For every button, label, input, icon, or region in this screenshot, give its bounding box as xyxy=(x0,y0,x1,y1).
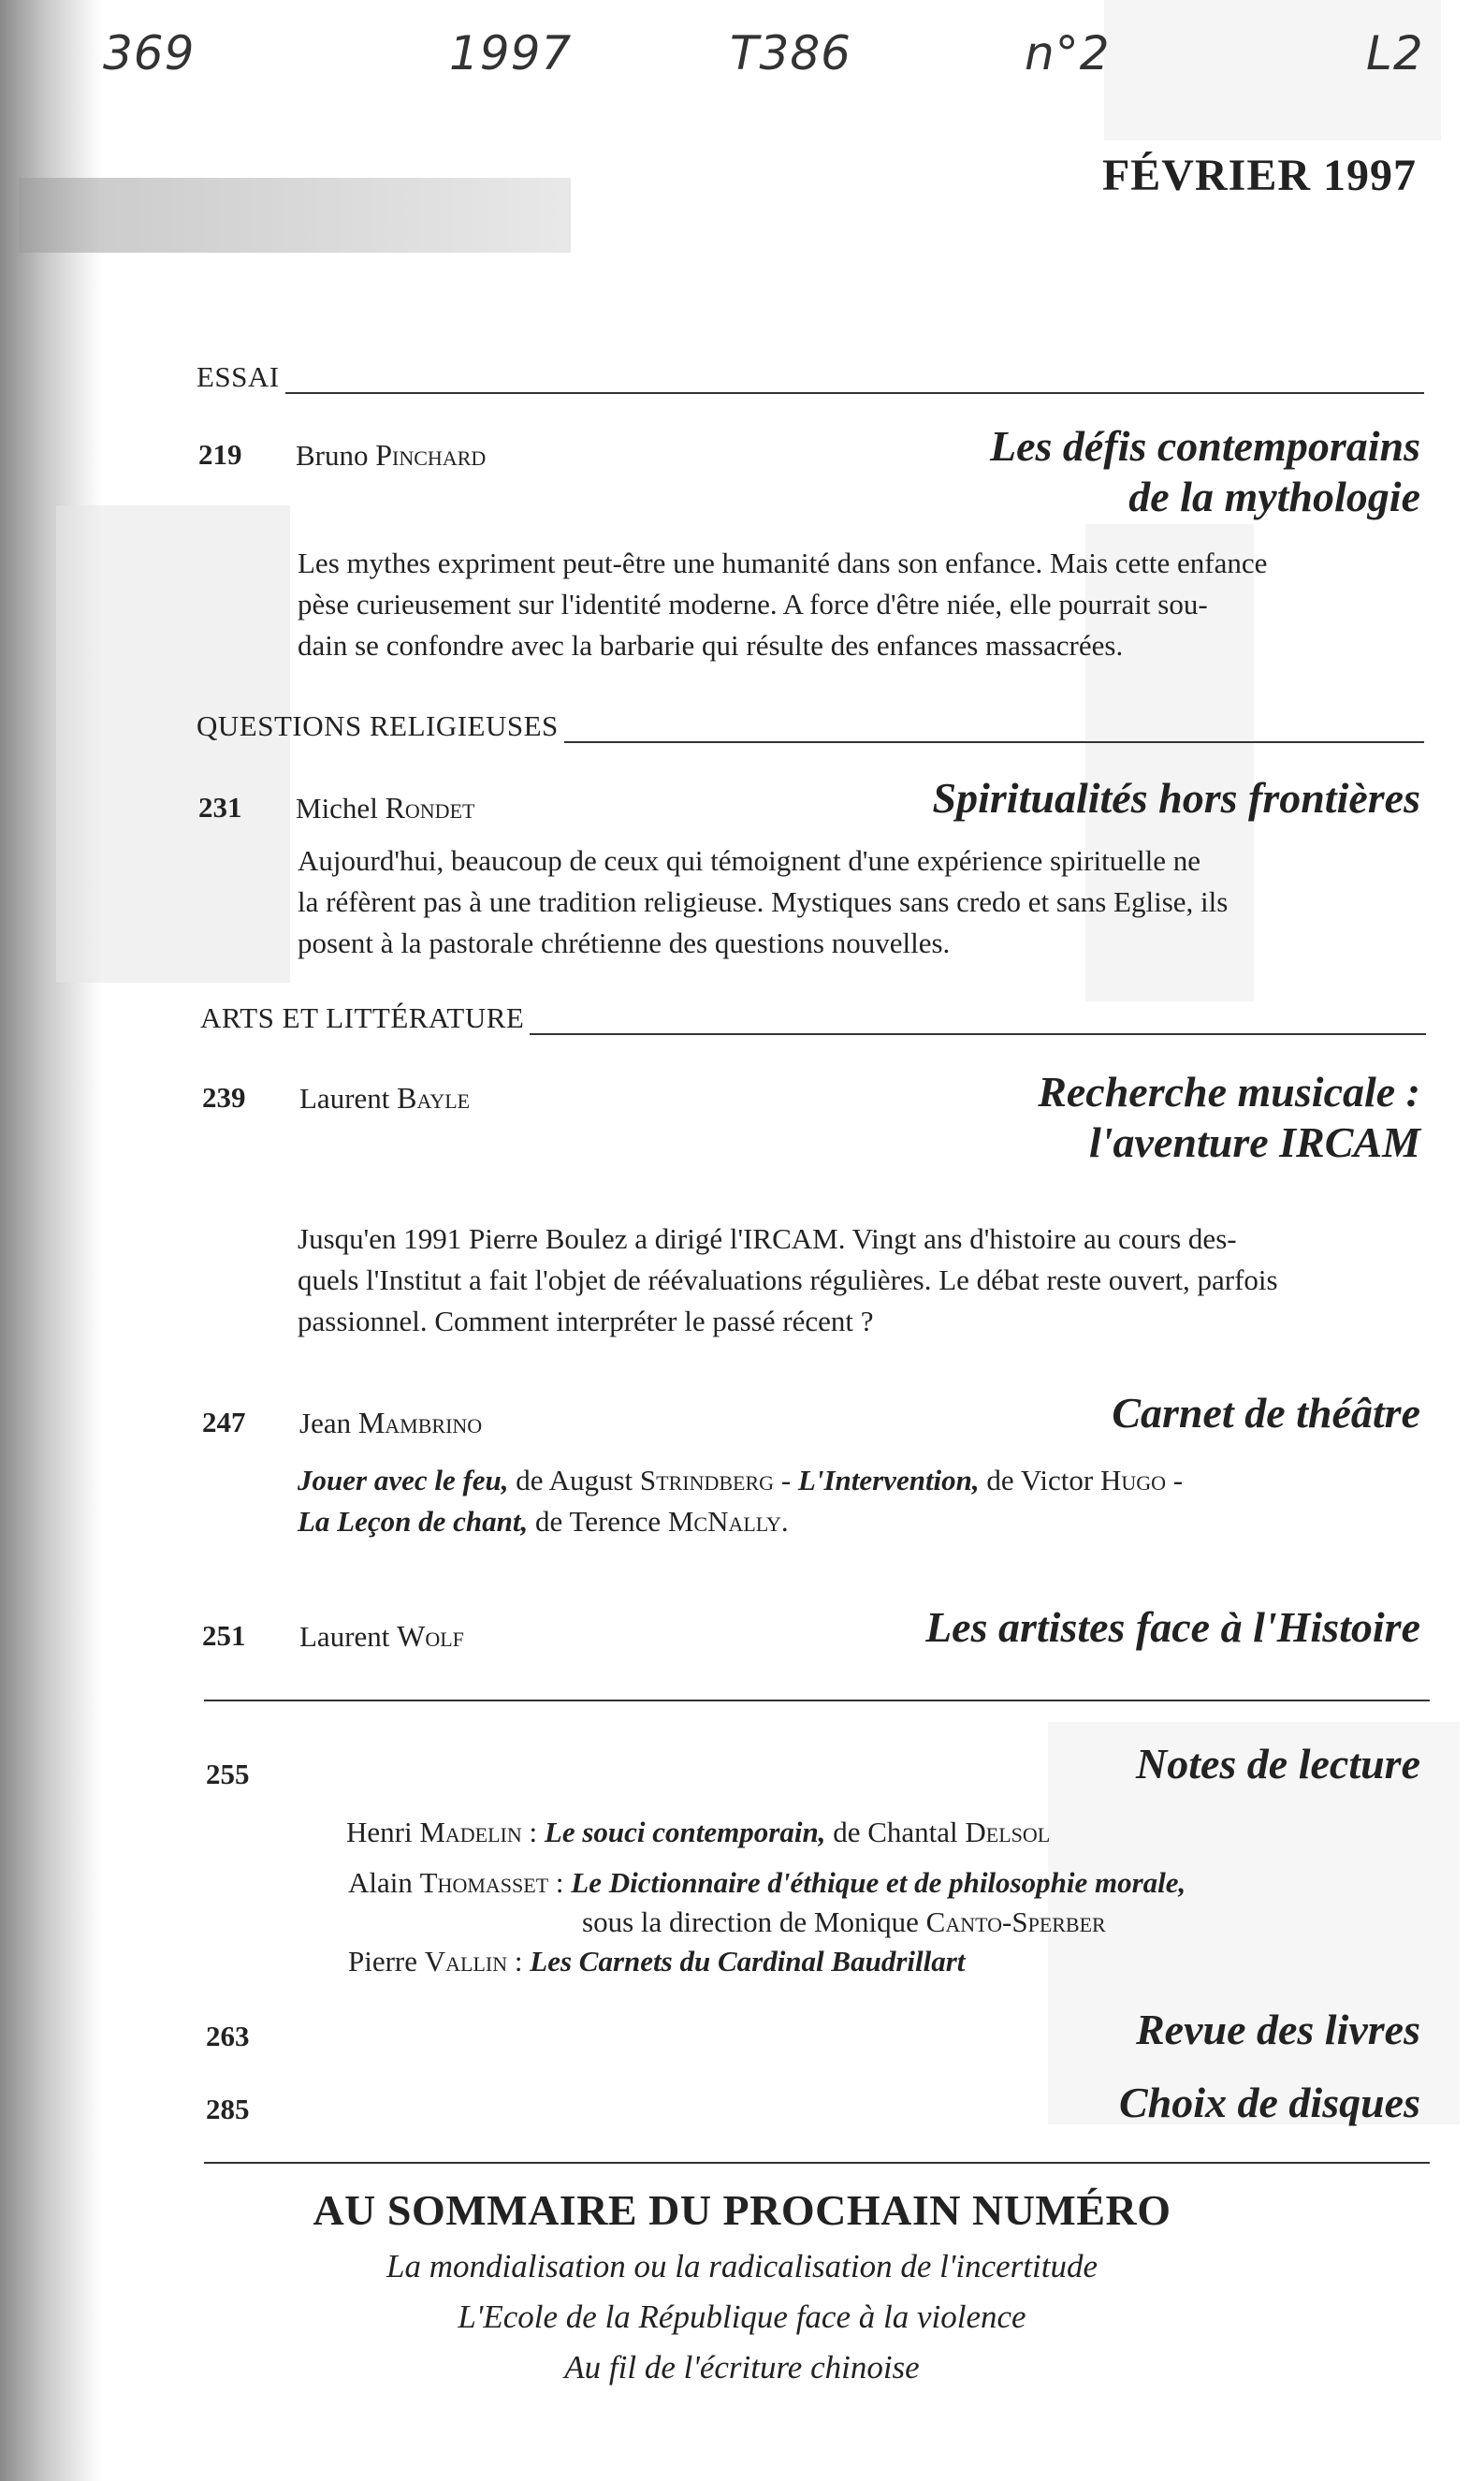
play-author: Hugo xyxy=(1099,1464,1167,1496)
next-issue-item: L'Ecole de la République face à la violence xyxy=(458,2299,1026,2335)
page-number: 239 xyxy=(202,1081,246,1114)
page-number: 219 xyxy=(198,438,242,471)
author-last: Rondet xyxy=(385,791,475,825)
bleed-through-block xyxy=(56,505,290,983)
title-line: Les artistes face à l'Histoire xyxy=(925,1603,1420,1651)
article-title[interactable] xyxy=(990,421,1420,522)
abstract-line: quels l'Institut a fait l'objet de réévaluations régulières. Le débat reste ouvert, parfois xyxy=(298,1263,1278,1296)
reading-note: Alain Thomasset : Le Dictionnaire d'éthique et de philosophie morale, xyxy=(348,1866,1186,1899)
abstract-line: posent à la pastorale chrétienne des questions nouvelles. xyxy=(298,927,951,959)
article-author xyxy=(299,1619,464,1654)
abstract-line: dain se confondre avec la barbarie qui résulte des enfances massacrées. xyxy=(298,629,1124,662)
article-title[interactable] xyxy=(1038,1067,1420,1168)
section-label: QUESTIONS RELIGIEUSES xyxy=(196,709,559,742)
title-line: Notes de lecture xyxy=(1135,1740,1420,1788)
article-author xyxy=(296,438,486,473)
divider xyxy=(204,2162,1430,2164)
page-number: 285 xyxy=(206,2093,250,2125)
author-first: Jean xyxy=(299,1407,352,1439)
article-author xyxy=(296,791,474,825)
section-arts-litterature xyxy=(200,1001,1426,1035)
play-title: Jouer avec le feu, xyxy=(298,1464,509,1496)
book-title: Le souci contemporain, xyxy=(544,1816,826,1848)
reading-note: Pierre Vallin : Les Carnets du Cardinal Baudrillart xyxy=(348,1945,966,1978)
page-number: 255 xyxy=(206,1758,250,1790)
author-first: Michel xyxy=(296,792,378,825)
play-list xyxy=(298,1460,1426,1542)
page-number: 247 xyxy=(202,1406,246,1438)
book-title: Les Carnets du Cardinal Baudrillart xyxy=(530,1945,966,1978)
article-author xyxy=(299,1406,482,1440)
section-label: ARTS ET LITTÉRATURE xyxy=(200,1001,525,1034)
reading-note-continued: sous la direction de Monique Canto-Sperber xyxy=(582,1905,1106,1938)
reading-note: Henri Madelin : Le souci contemporain, de Chantal Delsol xyxy=(346,1816,1051,1848)
author-first: Bruno xyxy=(296,439,369,472)
article-abstract xyxy=(298,1219,1426,1342)
title-line: Revue des livres xyxy=(1135,2006,1420,2053)
next-issue-item: Au fil de l'écriture chinoise xyxy=(564,2349,920,2386)
author-last: Bayle xyxy=(397,1081,471,1115)
next-issue-heading: AU SOMMAIRE DU PROCHAIN NUMÉRO xyxy=(313,2186,1171,2234)
title-line: l'aventure IRCAM xyxy=(1088,1118,1420,1166)
title-line: de la mythologie xyxy=(1128,473,1420,520)
handwritten-note: T386 xyxy=(730,26,851,80)
author-first: Laurent xyxy=(299,1620,390,1653)
page-number: 231 xyxy=(198,791,242,824)
author-last: Wolf xyxy=(397,1619,464,1653)
article-abstract xyxy=(298,543,1426,666)
issue-date: FÉVRIER 1997 xyxy=(1101,151,1417,200)
play-title: La Leçon de chant, xyxy=(298,1505,529,1538)
section-rule xyxy=(285,372,1424,394)
abstract-line: Aujourd'hui, beaucoup de ceux qui témoignent d'une expérience spirituelle ne xyxy=(298,844,1200,877)
play-line: La Leçon de chant, de Terence McNally. xyxy=(298,1505,789,1538)
article-title[interactable] xyxy=(1136,1739,1420,1789)
title-line: Recherche musicale : xyxy=(1038,1068,1420,1116)
play-line: Jouer avec le feu, de August Strindberg - L'Intervention, de Victor Hugo - xyxy=(298,1464,1184,1496)
article-abstract xyxy=(298,840,1426,964)
title-line: Carnet de théâtre xyxy=(1112,1389,1420,1437)
bleed-through-banner xyxy=(19,178,571,253)
handwritten-note: 1997 xyxy=(449,26,573,80)
play-author: McNally. xyxy=(667,1505,789,1538)
title-line: Spiritualités hors frontières xyxy=(932,774,1420,822)
article-title[interactable] xyxy=(1136,2005,1420,2055)
article-author xyxy=(299,1081,470,1116)
page-number: 263 xyxy=(206,2020,250,2052)
book-title: Le Dictionnaire d'éthique et de philosophie morale, xyxy=(571,1866,1186,1899)
play-title: L'Intervention, xyxy=(797,1464,980,1496)
section-rule xyxy=(530,1013,1426,1035)
abstract-line: passionnel. Comment interpréter le passé récent ? xyxy=(298,1305,874,1337)
abstract-line: Les mythes expriment peut-être une humanité dans son enfance. Mais cette enfance xyxy=(298,547,1268,579)
author-last: Pinchard xyxy=(375,438,487,472)
section-rule xyxy=(564,721,1424,743)
author-first: Laurent xyxy=(299,1082,390,1115)
handwritten-note: n°2 xyxy=(1025,26,1111,80)
abstract-line: Jusqu'en 1991 Pierre Boulez a dirigé l'IRCAM. Vingt ans d'histoire au cours des- xyxy=(298,1222,1237,1255)
play-author: Strindberg xyxy=(639,1464,775,1496)
section-essai xyxy=(196,360,1424,394)
title-line: Les défis contemporains xyxy=(990,422,1420,470)
author-last: Mambrino xyxy=(357,1406,483,1439)
article-title[interactable] xyxy=(1119,2078,1420,2128)
article-title[interactable] xyxy=(1112,1388,1420,1438)
article-title[interactable] xyxy=(933,773,1420,824)
section-questions-religieuses xyxy=(196,709,1424,743)
title-line: Choix de disques xyxy=(1118,2079,1420,2126)
page-number: 251 xyxy=(202,1619,246,1652)
next-issue-item: La mondialisation ou la radicalisation de l'incertitude xyxy=(386,2248,1098,2284)
abstract-line: pèse curieusement sur l'identité moderne. A force d'être niée, elle pourrait sou- xyxy=(298,588,1208,620)
divider xyxy=(204,1700,1430,1701)
article-title[interactable] xyxy=(925,1602,1420,1653)
handwritten-note: 369 xyxy=(103,26,196,80)
section-label: ESSAI xyxy=(196,360,280,393)
abstract-line: la réfèrent pas à une tradition religieuse. Mystiques sans credo et sans Eglise, ils xyxy=(298,885,1229,918)
handwritten-note: L2 xyxy=(1366,26,1424,80)
scan-shadow xyxy=(0,0,103,2481)
